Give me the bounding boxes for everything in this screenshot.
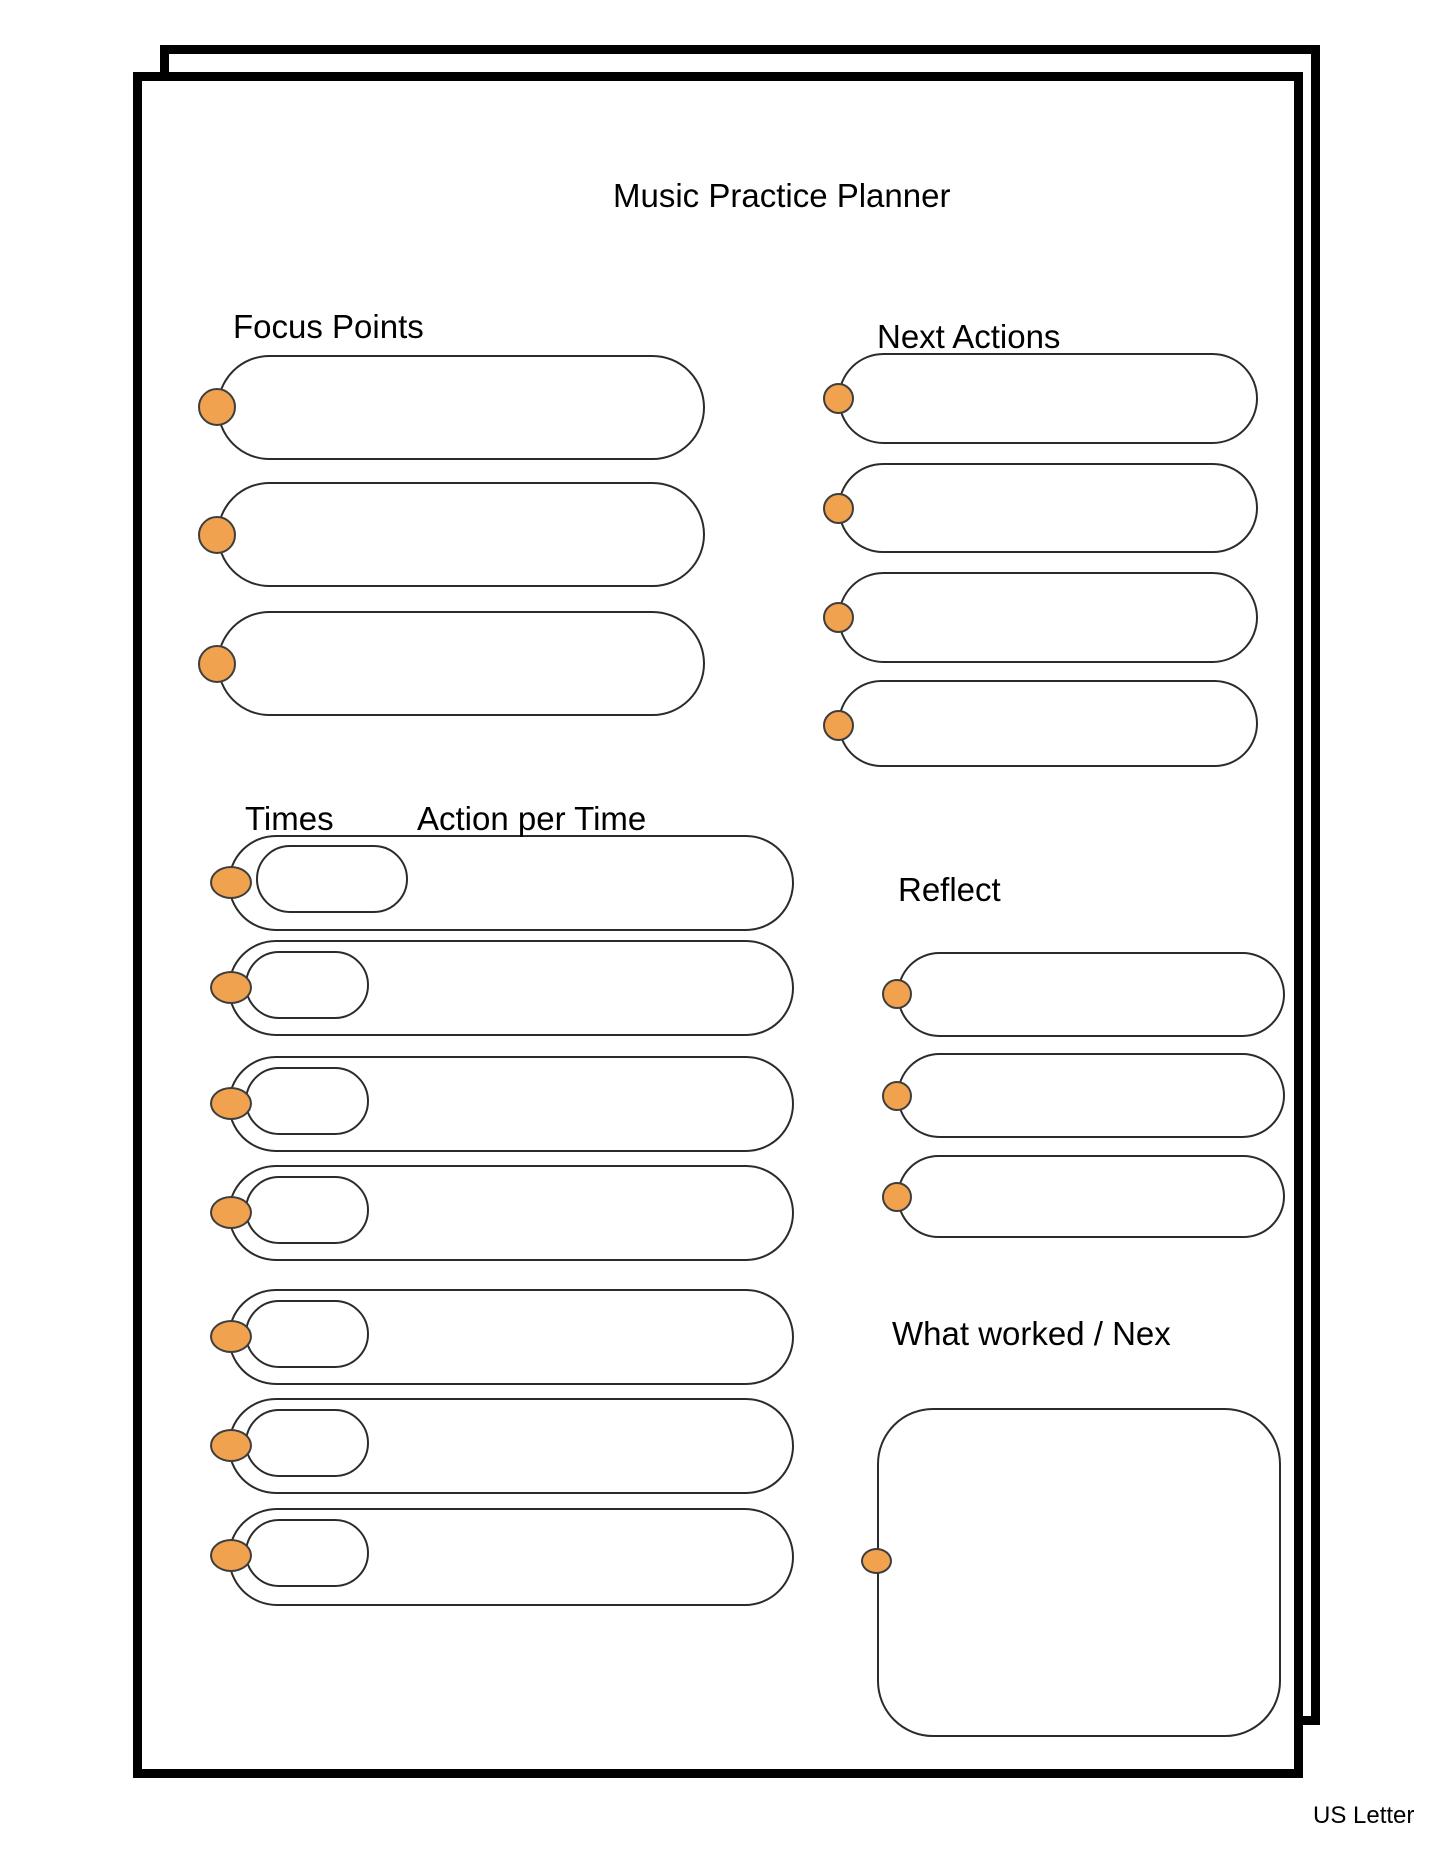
reflect-anchor-dot-2[interactable] [882,1081,912,1111]
what-worked-box[interactable] [877,1408,1281,1737]
action-per-time-label: Action per Time [417,800,647,837]
next-action-field-2[interactable] [838,463,1258,553]
time-field-7[interactable] [245,1519,369,1587]
focus-anchor-dot-1[interactable] [198,388,236,426]
time-field-3[interactable] [245,1067,369,1135]
next-action-field-4[interactable] [838,680,1258,767]
focus-points-label: Focus Points [233,308,424,345]
next-action-anchor-dot-2[interactable] [823,493,854,524]
focus-anchor-dot-3[interactable] [198,645,236,683]
focus-point-field-2[interactable] [217,482,705,587]
next-action-anchor-dot-1[interactable] [823,383,854,414]
reflect-field-3[interactable] [897,1155,1285,1238]
times-label: Times [245,800,334,837]
time-field-6[interactable] [245,1409,369,1477]
paper-size-label: US Letter [1313,1802,1415,1829]
next-actions-label: Next Actions [877,318,1061,355]
focus-anchor-dot-2[interactable] [198,516,236,554]
page-title: Music Practice Planner [613,177,951,214]
what-worked-label: What worked / Nex [892,1315,1171,1352]
reflect-label: Reflect [898,871,1001,908]
reflect-anchor-dot-3[interactable] [882,1182,912,1212]
time-field-1[interactable] [256,845,408,913]
next-action-anchor-dot-4[interactable] [823,710,854,741]
time-anchor-dot-7[interactable] [210,1539,252,1572]
time-anchor-dot-5[interactable] [210,1320,252,1353]
time-anchor-dot-2[interactable] [210,971,252,1004]
reflect-field-2[interactable] [897,1053,1285,1138]
time-anchor-dot-4[interactable] [210,1196,252,1229]
time-anchor-dot-3[interactable] [210,1087,252,1120]
reflect-anchor-dot-1[interactable] [882,979,912,1009]
next-action-field-1[interactable] [838,353,1258,444]
time-field-4[interactable] [245,1176,369,1244]
time-anchor-dot-6[interactable] [210,1429,252,1462]
next-action-anchor-dot-3[interactable] [823,602,854,633]
what-worked-anchor-dot[interactable] [861,1548,892,1574]
time-field-5[interactable] [245,1300,369,1368]
next-action-field-3[interactable] [838,572,1258,663]
focus-point-field-3[interactable] [217,611,705,716]
time-anchor-dot-1[interactable] [210,866,252,899]
focus-point-field-1[interactable] [217,355,705,460]
reflect-field-1[interactable] [897,952,1285,1037]
time-field-2[interactable] [245,951,369,1019]
